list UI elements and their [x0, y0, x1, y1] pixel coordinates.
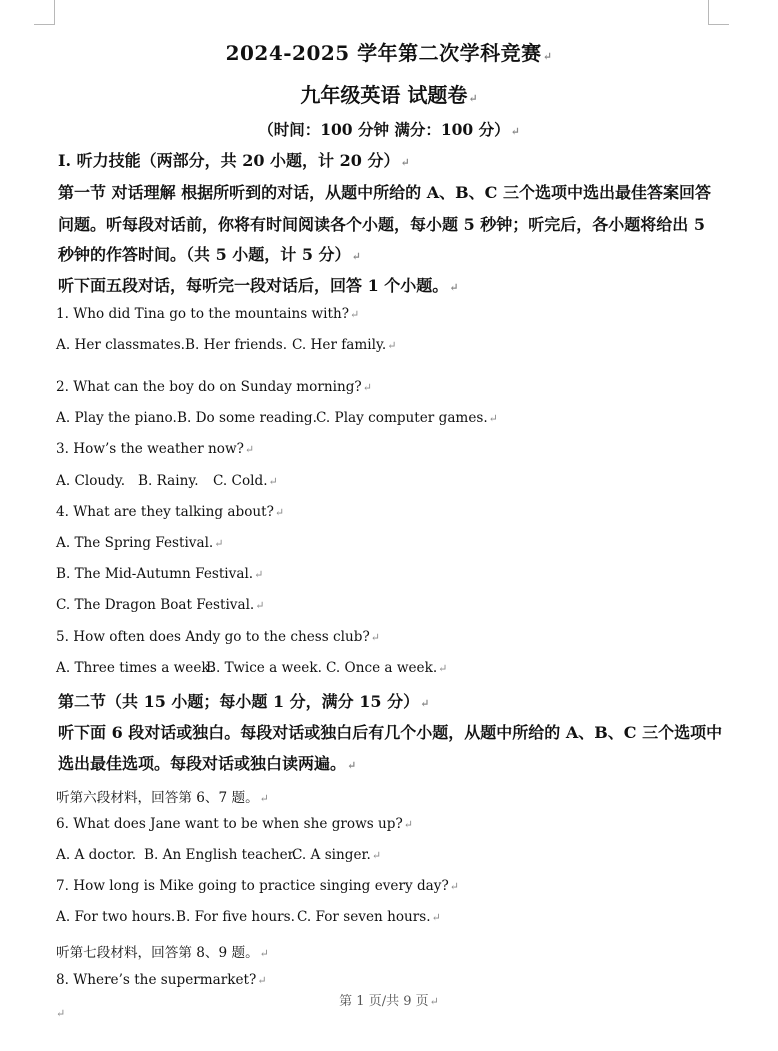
paragraph-mark-icon: ↵ [449, 281, 459, 294]
paragraph-mark-icon: ↵ [350, 308, 360, 321]
option-a: A. Her classmates. [56, 337, 185, 353]
question-5-stem: 5. How often does Andy go to the chess club?↵ [56, 629, 380, 645]
crop-mark-top-left [34, 0, 55, 25]
paragraph-mark-icon: ↵ [351, 250, 361, 263]
option-a: A. A doctor. [56, 847, 137, 863]
part1-instruction: 听下面五段对话，每听完一段对话后，回答 1 个小题。↵ [58, 276, 459, 295]
paragraph-mark-icon: ↵ [214, 537, 224, 550]
paragraph-mark-icon: ↵ [347, 759, 357, 772]
option-c: C. Her family. [292, 337, 387, 353]
option-b: B. An English teacher. [144, 847, 298, 863]
question-3-stem: 3. How’s the weather now?↵ [56, 441, 255, 457]
paragraph-mark-icon: ↵ [510, 125, 520, 138]
question-4-stem: 4. What are they talking about?↵ [56, 504, 285, 520]
part2-heading: 第二节（共 15 小题；每小题 1 分，满分 15 分）↵ [58, 692, 430, 711]
question-2-stem: 2. What can the boy do on Sunday morning?↵ [56, 379, 372, 395]
paragraph-mark-icon: ↵ [255, 599, 265, 612]
part1-intro-line3: 秒钟的作答时间。（共 5 小题，计 5 分）↵ [58, 245, 361, 264]
question-3-options [56, 473, 278, 489]
question-8-stem: 8. Where’s the supermarket?↵ [56, 972, 267, 988]
question-4-option-c: C. The Dragon Boat Festival.↵ [56, 597, 265, 613]
exam-title: 2024-2025 学年第二次学科竞赛↵ [225, 41, 553, 65]
question-5-options [56, 660, 447, 676]
paragraph-mark-icon: ↵ [259, 947, 269, 960]
crop-mark-top-right [708, 0, 729, 25]
question-1-options [56, 337, 396, 353]
material-6-note: 听第六段材料，回答第 6、7 题。↵ [56, 790, 269, 806]
paragraph-mark-icon: ↵ [274, 506, 285, 519]
question-6-stem: 6. What does Jane want to be when she grows up?↵ [56, 816, 414, 832]
paragraph-mark-icon: ↵ [488, 412, 498, 425]
option-b: B. Twice a week. [206, 660, 322, 676]
paragraph-mark-icon: ↵ [257, 974, 267, 987]
section-heading: Ⅰ. 听力技能（两部分，共 20 小题，计 20 分）↵ [58, 151, 410, 170]
question-1-stem: 1. Who did Tina go to the mountains with?↵ [56, 306, 360, 322]
paragraph-mark-icon: ↵ [268, 475, 278, 488]
paragraph-mark-icon: ↵ [429, 995, 439, 1008]
option-c: C. A singer. [292, 847, 371, 863]
option-a: A. Three times a week. [56, 660, 214, 676]
option-c: C. Cold. [213, 473, 268, 489]
paragraph-mark-icon: ↵ [362, 381, 372, 394]
option-a: A. Play the piano. [56, 410, 177, 426]
part1-intro-line2: 问题。听每段对话前，你将有时间阅读各个小题，每小题 5 秒钟；听完后，各小题将给出 5 [58, 215, 705, 234]
question-6-options [56, 847, 381, 863]
paragraph-mark-icon: ↵ [449, 880, 459, 893]
exam-subtitle: 九年级英语 试题卷↵ [300, 83, 478, 107]
option-c: C. For seven hours. [297, 909, 431, 925]
question-7-stem: 7. How long is Mike going to practice singing every day?↵ [56, 878, 459, 894]
paragraph-mark-icon: ↵ [542, 50, 553, 63]
paragraph-mark-icon: ↵ [370, 631, 380, 644]
paragraph-mark-icon: ↵ [244, 443, 255, 456]
part2-intro-line2: 选出最佳选项。每段对话或独白读两遍。↵ [58, 754, 357, 773]
paragraph-mark-icon: ↵ [371, 849, 382, 862]
material-7-note: 听第七段材料，回答第 8、9 题。↵ [56, 945, 269, 961]
paragraph-mark-icon: ↵ [259, 792, 269, 805]
paragraph-mark-icon: ↵ [403, 818, 414, 831]
question-2-options [56, 410, 498, 426]
paragraph-mark-icon: ↵ [438, 662, 448, 675]
question-4-option-a: A. The Spring Festival.↵ [56, 535, 224, 551]
option-a: A. For two hours. [56, 909, 176, 925]
question-7-options [56, 909, 441, 925]
option-b: B. Her friends. [185, 337, 288, 353]
paragraph-mark-icon: ↵ [468, 92, 478, 105]
exam-meta: （时间：100 分钟 满分：100 分）↵ [258, 120, 520, 139]
part2-intro-line1: 听下面 6 段对话或独白。每段对话或独白后有几个小题，从题中所给的 A、B、C 三个选项中 [58, 723, 723, 742]
paragraph-mark-icon: ↵ [420, 697, 430, 710]
page-footer: 第 1 页/共 9 页↵ [339, 994, 439, 1009]
paragraph-mark-icon: ↵ [400, 156, 410, 169]
paragraph-mark-icon: ↵ [56, 1007, 66, 1020]
part1-intro-line1: 第一节 对话理解 根据所听到的对话，从题中所给的 A、B、C 三个选项中选出最佳答案回答 [58, 183, 711, 202]
option-b: B. Do some reading. [177, 410, 317, 426]
paragraph-mark-icon: ↵ [387, 339, 397, 352]
option-a: A. Cloudy. [56, 473, 126, 489]
option-b: B. Rainy. [138, 473, 199, 489]
paragraph-mark-icon: ↵ [431, 911, 441, 924]
option-c: C. Play computer games. [316, 410, 488, 426]
option-c: C. Once a week. [326, 660, 438, 676]
question-4-option-b: B. The Mid-Autumn Festival.↵ [56, 566, 264, 582]
paragraph-mark-icon: ↵ [254, 568, 264, 581]
option-b: B. For five hours. [176, 909, 295, 925]
